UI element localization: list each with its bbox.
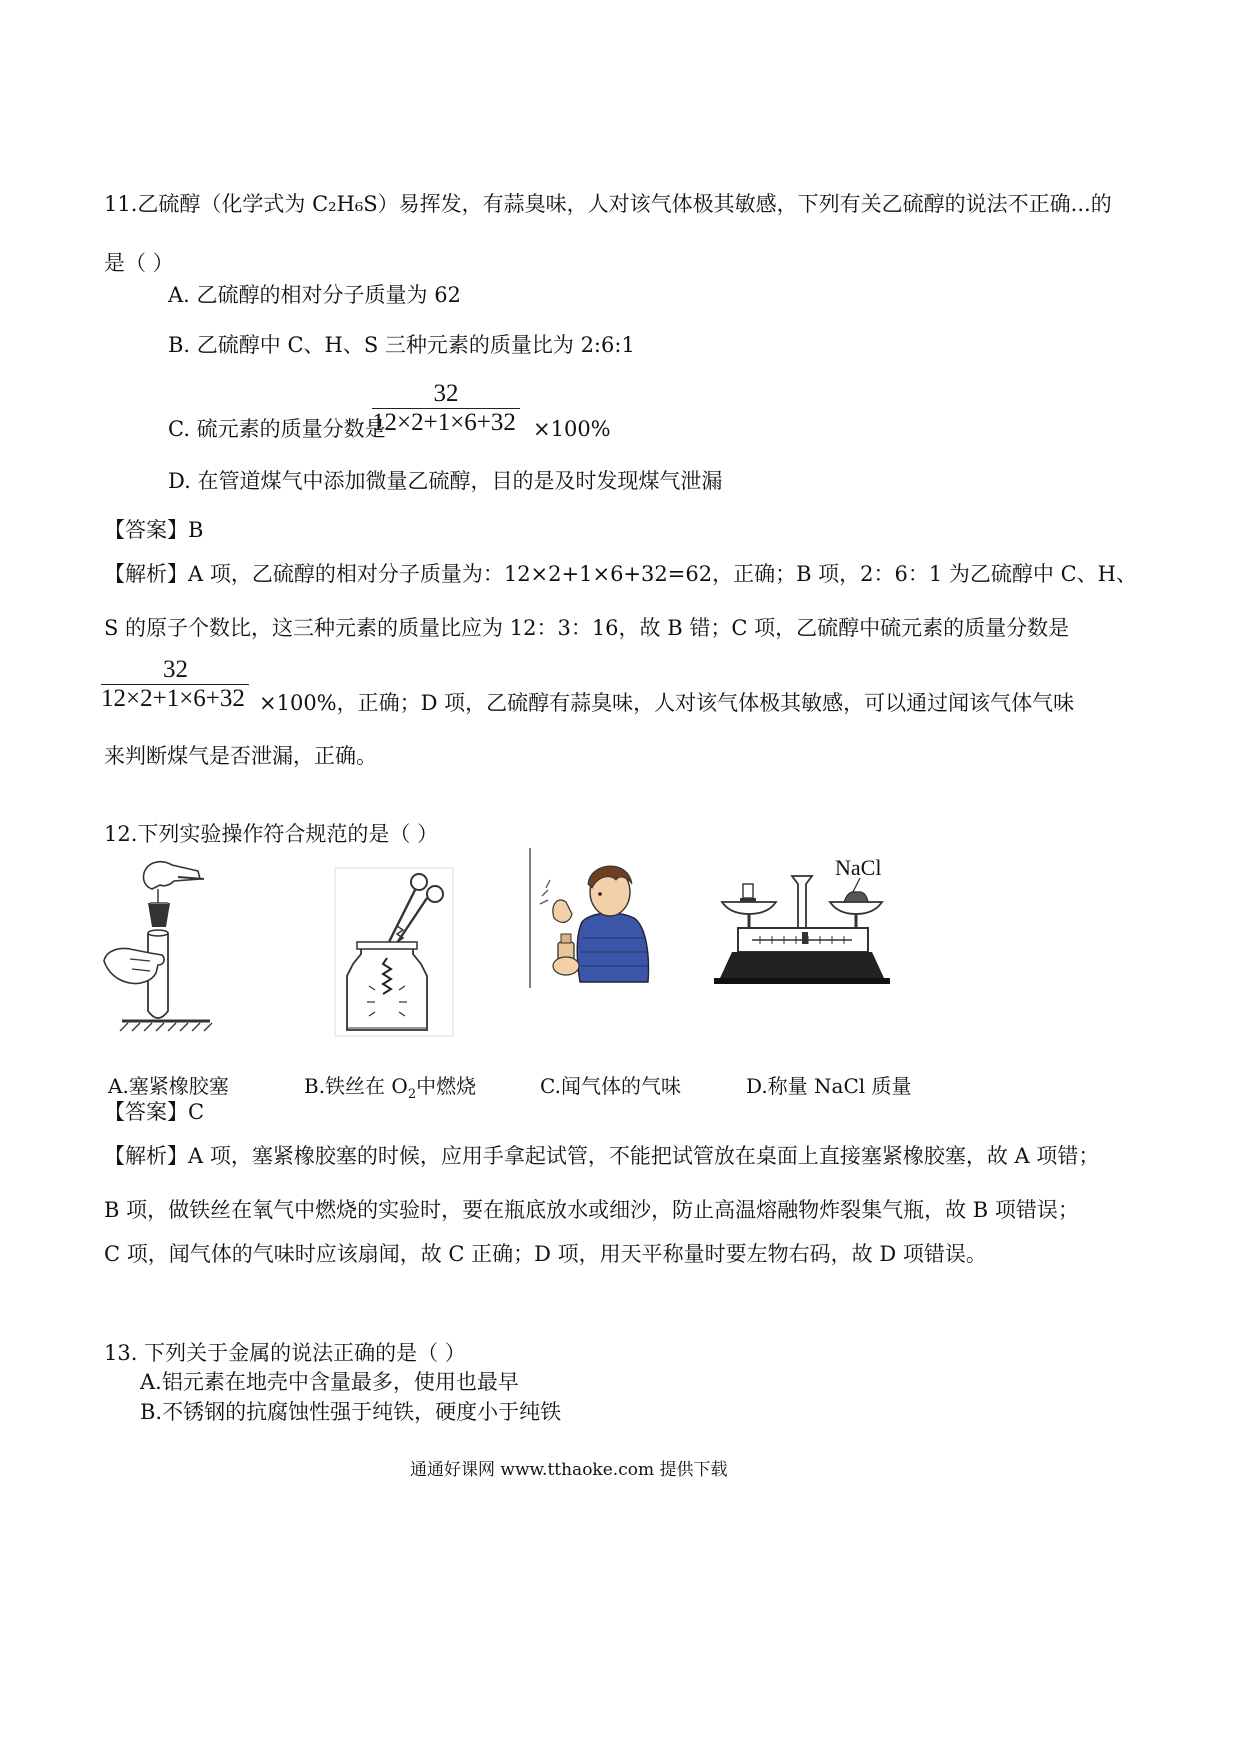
q12-label-b-post: 中燃烧 [416, 1074, 477, 1098]
q12-analysis-line2: B 项，做铁丝在氧气中燃烧的实验时，要在瓶底放水或细沙，防止高温熔融物炸裂集气瓶，故 B 项错误； [104, 1198, 1079, 1222]
nacl-figure-label: NaCl [835, 855, 882, 880]
q12-label-d: D.称量 NaCl 质量 [746, 1074, 912, 1098]
q12-label-b [304, 1070, 476, 1102]
q11-option-b: B. 乙硫醇中 C、H、S 三种元素的质量比为 2:6:1 [168, 333, 635, 357]
smelling-gas-figure [524, 848, 654, 993]
iron-wire-combustion-figure [335, 868, 455, 1038]
q11-analysis-line4: 来判断煤气是否泄漏，正确。 [104, 744, 377, 768]
q12-label-b-pre: B.铁丝在 O [304, 1074, 408, 1098]
fraction-denominator: 12×2+1×6+32 [372, 409, 516, 436]
q12-label-b-subscript: 2 [407, 1087, 417, 1102]
fraction-numerator: 32 [433, 380, 459, 407]
q11-option-c-suffix: ×100% [533, 417, 611, 441]
q12-label-a: A.塞紧橡胶塞 [108, 1074, 229, 1098]
q11-option-c-prefix: C. 硫元素的质量分数是 [168, 417, 386, 441]
q12-label-c: C.闻气体的气味 [540, 1074, 681, 1098]
q13-option-b: B.不锈钢的抗腐蚀性强于纯铁，硬度小于纯铁 [140, 1400, 562, 1424]
fraction-numerator: 32 [163, 656, 188, 683]
q11-option-a: A. 乙硫醇的相对分子质量为 62 [168, 283, 461, 307]
page-footer: 通通好课网 www.tthaoke.com 提供下载 [410, 1460, 728, 1480]
q13-stem: 13. 下列关于金属的说法正确的是（ ） [104, 1341, 466, 1365]
q11-analysis-line3-suffix: ×100%，正确；D 项，乙硫醇有蒜臭味，人对该气体极其敏感，可以通过闻该气体气味 [259, 691, 1075, 715]
q11-analysis-line1: 【解析】A 项，乙硫醇的相对分子质量为：12×2+1×6+32=62，正确；B 项，2：6：1 为乙硫醇中 C、H、 [104, 562, 1137, 586]
q11-option-c-fraction [372, 380, 520, 437]
q12-answer: 【答案】C [104, 1100, 205, 1124]
q13-option-a: A.铝元素在地壳中含量最多，使用也最早 [140, 1370, 519, 1394]
q11-analysis-fraction [101, 656, 249, 713]
q12-analysis-line3: C 项，闻气体的气味时应该扇闻，故 C 正确；D 项，用天平称量时要左物右码，故 D 项错误。 [104, 1242, 987, 1266]
test-tube-stopper-figure [100, 855, 215, 1035]
q11-stem-line1: 11.乙硫醇（化学式为 C₂H₆S）易挥发，有蒜臭味，人对该气体极其敏感，下列有关乙硫醇的说法不正确...的 [104, 192, 1112, 216]
q11-option-d: D. 在管道煤气中添加微量乙硫醇，目的是及时发现煤气泄漏 [168, 469, 723, 493]
q11-stem-line2: 是（ ） [104, 251, 174, 275]
fraction-denominator: 12×2+1×6+32 [101, 685, 245, 712]
balance-weighing-figure [712, 870, 892, 992]
q11-answer: 【答案】B [104, 518, 204, 542]
q12-analysis-line1: 【解析】A 项，塞紧橡胶塞的时候，应用手拿起试管，不能把试管放在桌面上直接塞紧橡胶塞，故 A 项错； [104, 1144, 1100, 1168]
q11-analysis-line2: S 的原子个数比，这三种元素的质量比应为 12：3：16，故 B 错；C 项，乙硫醇中硫元素的质量分数是 [104, 616, 1070, 640]
q12-stem: 12.下列实验操作符合规范的是（ ） [104, 822, 439, 846]
